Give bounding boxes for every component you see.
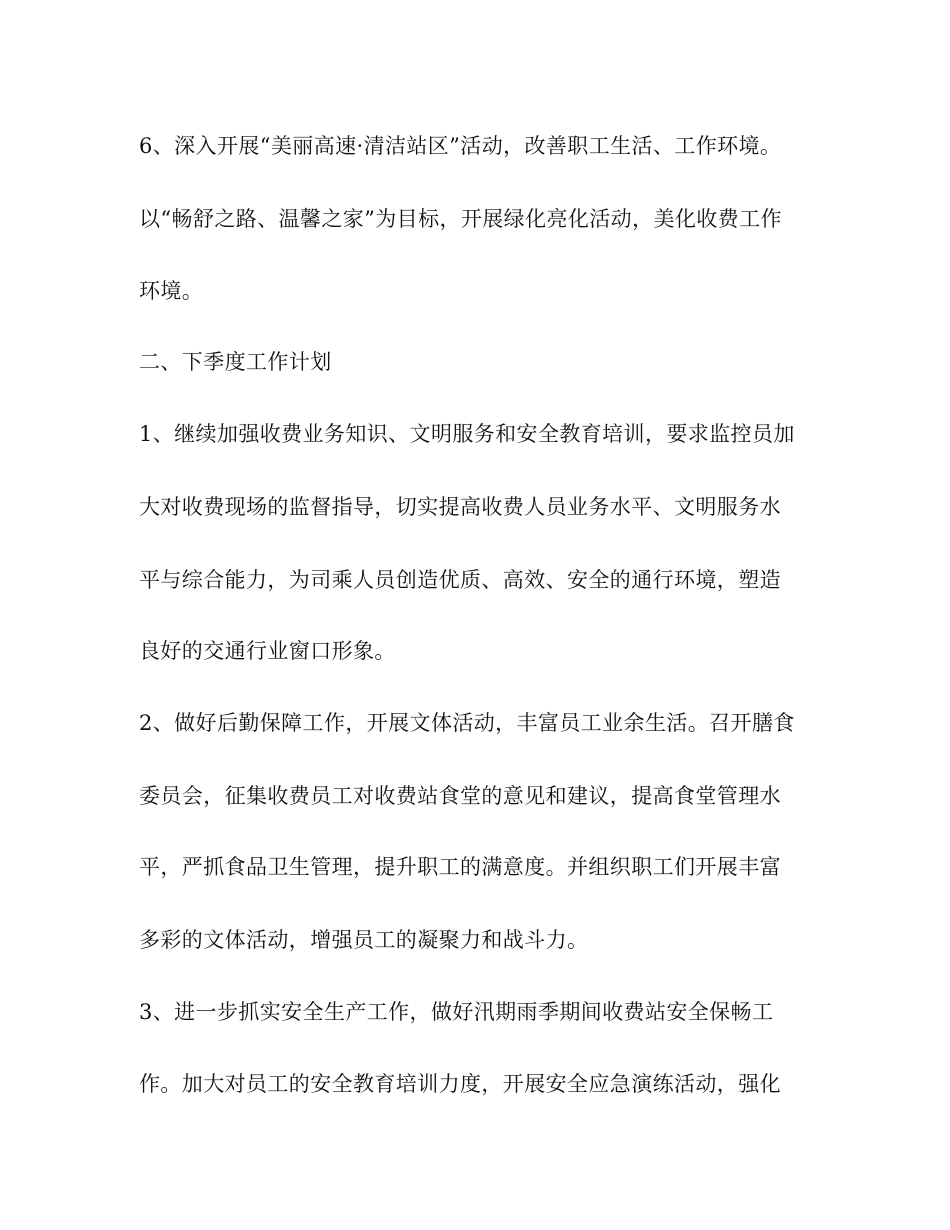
- text-line-14: 作。加大对员工的安全教育培训力度，开展安全应急演练活动，强化: [139, 1072, 781, 1096]
- text-line-2: 以“畅舒之路、温馨之家”为目标，开展绿化亮化活动，美化收费工作: [139, 207, 782, 231]
- text-line-11: 平，严抓食品卫生管理，提升职工的满意度。并组织职工们开展丰富: [139, 855, 781, 879]
- text-line-8: 良好的交通行业窗口形象。: [139, 639, 396, 663]
- text-line-3: 环境。: [139, 279, 204, 303]
- text-line-9: 2、做好后勤保障工作，开展文体活动，丰富员工业余生活。召开膳食: [139, 711, 795, 735]
- text-line-6: 大对收费现场的监督指导，切实提高收费人员业务水平、文明服务水: [139, 495, 781, 519]
- section-heading: 二、下季度工作计划: [139, 350, 332, 374]
- text-line-13: 3、进一步抓实安全生产工作，做好汛期雨季期间收费站安全保畅工: [139, 1000, 774, 1024]
- text-line-7: 平与综合能力，为司乘人员创造优质、高效、安全的通行环境，塑造: [139, 568, 781, 592]
- text-line-5: 1、继续加强收费业务知识、文明服务和安全教育培训，要求监控员加: [139, 422, 795, 446]
- text-line-1: 6、深入开展“美丽高速·清洁站区”活动，改善职工生活、工作环境。: [139, 134, 782, 158]
- text-line-10: 委员会，征集收费员工对收费站食堂的意见和建议，提高食堂管理水: [139, 784, 781, 808]
- text-line-12: 多彩的文体活动，增强员工的凝聚力和战斗力。: [139, 928, 589, 952]
